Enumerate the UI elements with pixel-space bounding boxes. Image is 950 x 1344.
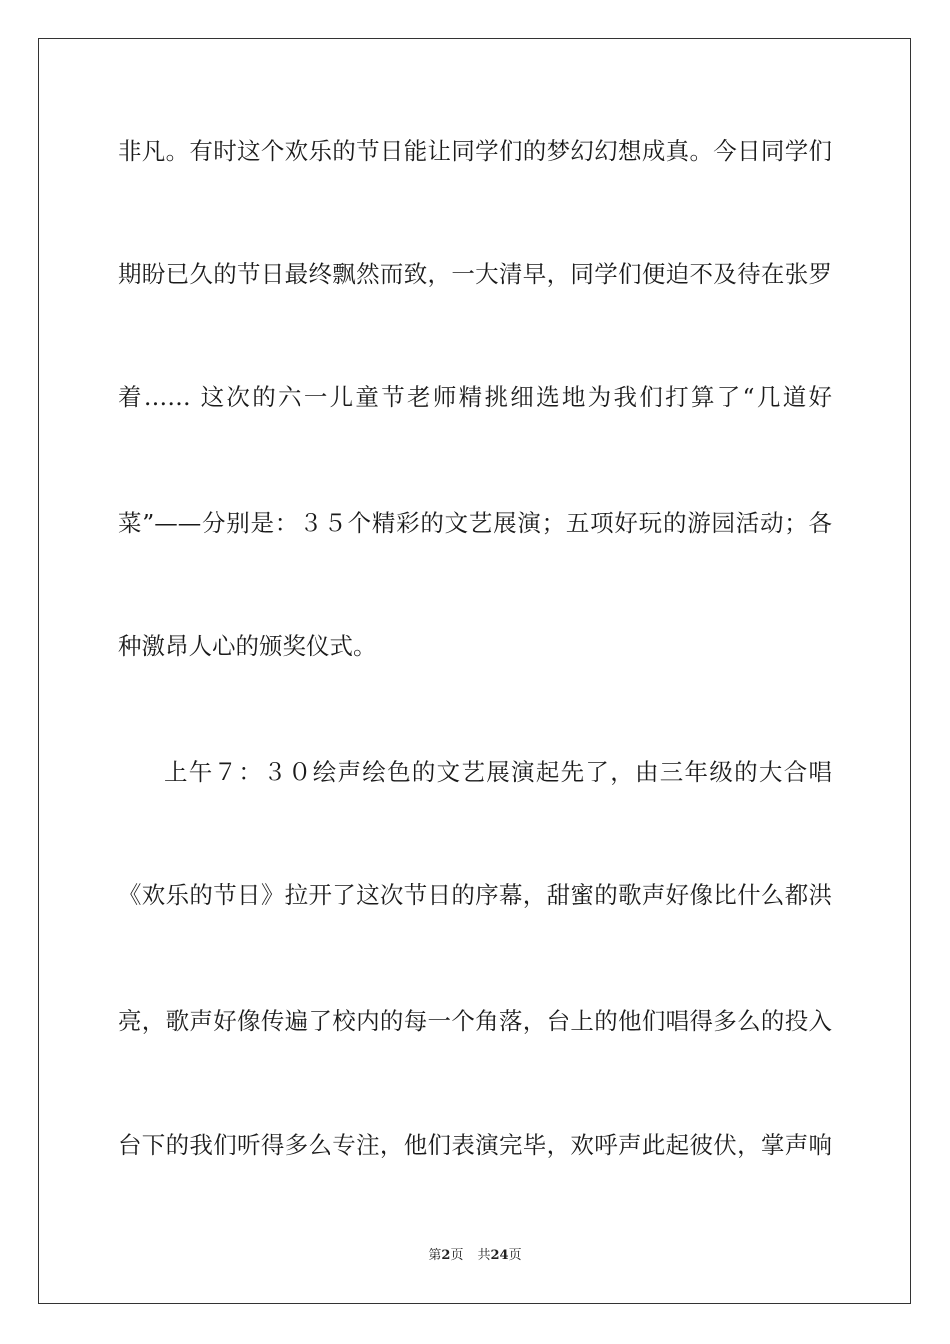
total-suffix: 页 xyxy=(508,1248,522,1263)
page-frame xyxy=(38,38,911,1304)
page-prefix: 第 xyxy=(428,1248,442,1263)
total-prefix: 共 xyxy=(477,1248,491,1263)
text-line: 着…… 这次的六一儿童节老师精挑细选地为我们打算了“几道好 xyxy=(118,383,832,411)
text-line: 菜”——分别是：３５个精彩的文艺展演；五项好玩的游园活动；各 xyxy=(118,509,832,537)
page-footer xyxy=(0,1247,950,1265)
text-line: 非凡。有时这个欢乐的节日能让同学们的梦幻幻想成真。今日同学们 xyxy=(118,137,832,165)
text-line: 种激昂人心的颁奖仪式。 xyxy=(118,632,377,660)
page-number: 2 xyxy=(441,1248,451,1263)
total-pages: 24 xyxy=(490,1248,509,1263)
text-line: 期盼已久的节日最终飘然而致，一大清早，同学们便迫不及待在张罗 xyxy=(118,260,832,288)
text-line: 台下的我们听得多么专注，他们表演完毕，欢呼声此起彼伏，掌声响 xyxy=(118,1131,832,1159)
text-line: 《欢乐的节日》拉开了这次节日的序幕，甜蜜的歌声好像比什么都洪 xyxy=(118,881,832,909)
page-suffix: 页 xyxy=(450,1248,464,1263)
text-line: 上午７：３０绘声绘色的文艺展演起先了，由三年级的大合唱 xyxy=(164,758,832,786)
text-line: 亮，歌声好像传遍了校内的每一个角落，台上的他们唱得多么的投入 xyxy=(118,1007,832,1035)
